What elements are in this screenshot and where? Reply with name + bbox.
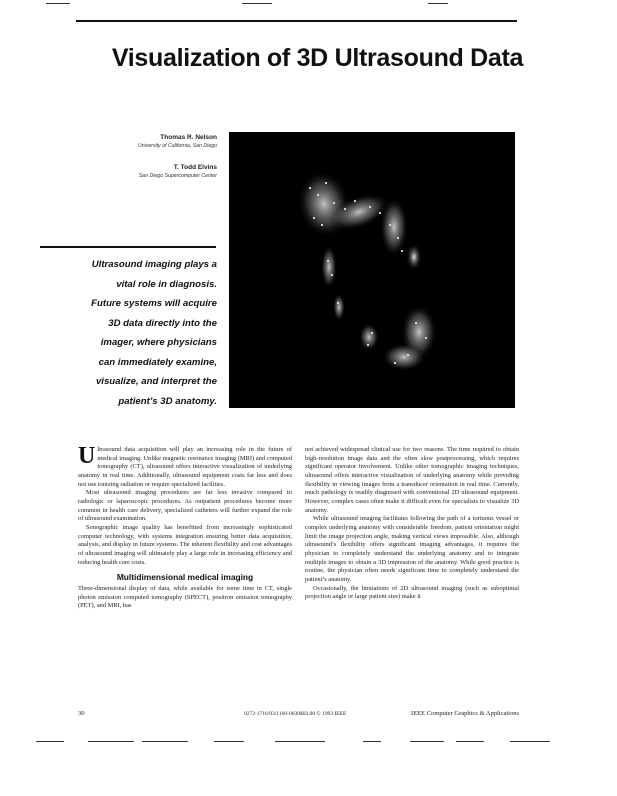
pull-quote-line: can immediately examine, [98,356,217,368]
body-column-left [78,443,292,611]
header-rule [76,20,517,22]
article-title: Visualization of 3D Ultrasound Data [111,44,524,72]
bottom-mark [214,741,244,742]
pull-quote-line: visualize, and interpret the [95,376,217,387]
pull-quote-rule [40,246,216,248]
drop-cap: U [78,443,96,469]
top-mark-left [46,3,70,4]
body-paragraph: Most ultrasound imaging procedures are far less invasive compared to radiologic or laparoscopic procedures. As outpatient procedures become more common in health care delivery, specialized catheters will further expand the role of ultrasound examination. [78,489,292,523]
pull-quote-line: 3D data directly into the [108,317,217,329]
top-mark-right [428,3,448,4]
bottom-mark [510,741,550,742]
pull-quote-line: Ultrasound imaging plays a [91,259,217,270]
body-column-right [305,446,519,602]
pull-quote-line: vital role in diagnosis. [116,278,217,290]
bottom-mark [363,741,381,742]
top-mark-center [242,3,272,4]
bottom-mark [36,741,64,742]
body-paragraph: While ultrasound imaging facilitates following the path of a tortuous vessel or complex underlying anatomy with considerable freedom, patient orientation might limit the image projection angle, making vertical views impossible. Also, although ultrasound’s flexibility offers significant imaging advantages, it requires the physician to completely understand the underlying anatomy and to integrate multiple images to obtain a 3D impression of the anatomy. While good practice is routine, the physician often needs significant time to completely understand the patient’s anatomy. [305,515,519,583]
body-paragraph: not achieved widespread clinical use for two reasons. The time required to obtain high-resolution image data and the often slow postprocessing, which requires significant operator involvement. Unlike other tomographic imaging techniques, ultrasound offers interactive visualization of underlying anatomy while providing flexibility in viewing images from a transducer orientation in real time. Currently, much pathology is readily diagnosed with conventional 2D ultrasound equipment. However, complex cases often make it difficult even for specialists to visualize 3D anatomy. [305,446,519,514]
author-affiliation: University of California, San Diego [137,143,217,149]
body-paragraph: Three-dimensional display of data, while available for some time in CT, single photon emission computed tomography (SPECT), positron emission tomography (PET), and MRI, has [78,584,292,610]
bottom-mark [88,741,134,742]
pull-quote-line: imager, where physicians [100,337,217,348]
pull-quote [62,255,217,411]
ultrasound-render [229,132,515,408]
bottom-mark [142,741,188,742]
section-heading: Multidimensional medical imaging [116,572,254,583]
bottom-mark [456,741,484,742]
body-paragraph [78,443,292,489]
pull-quote-line: patient’s 3D anatomy. [118,395,217,407]
author-name: T. Todd Elvins [173,164,217,171]
body-paragraph-text: ltrasound data acquisition will play an increasing role in the future of medical imaging. Unlike magnetic resonance imaging (MRI) and computed tomography (CT), ultrasound offers interactive visualization of underlying anatomy in real time. Additionally, ultrasound equipment costs far less and does not use ionizing radiation or require specialized facilities. [78,446,292,488]
bottom-mark [275,741,325,742]
author-affiliation: San Diego Supercomputer Center [138,173,217,179]
page-number: 30 [78,710,85,717]
bottom-mark [410,741,444,742]
journal-name: IEEE Computer Graphics & Applications [411,710,519,717]
author-name: Thomas R. Nelson [160,134,217,141]
body-paragraph: Sonographic image quality has benefitted from increasingly sophisticated computer technology, with systems integration ensuring better data acquisition, analysis, and display in future systems. The inherent flexibility and cost advantages of ultrasound imaging will ultimately play a large role in increasing efficiency and reducing health care costs. [78,523,292,566]
pull-quote-line: Future systems will acquire [91,298,217,309]
body-paragraph: Occasionally, the limitations of 2D ultrasound imaging (such as suboptimal projection angle or large patient size) make it [305,584,519,601]
ultrasound-volume-figure [229,132,515,408]
issn-line: 0272-1716/93/1100-0030$03.00 © 1993 IEEE [244,711,347,717]
